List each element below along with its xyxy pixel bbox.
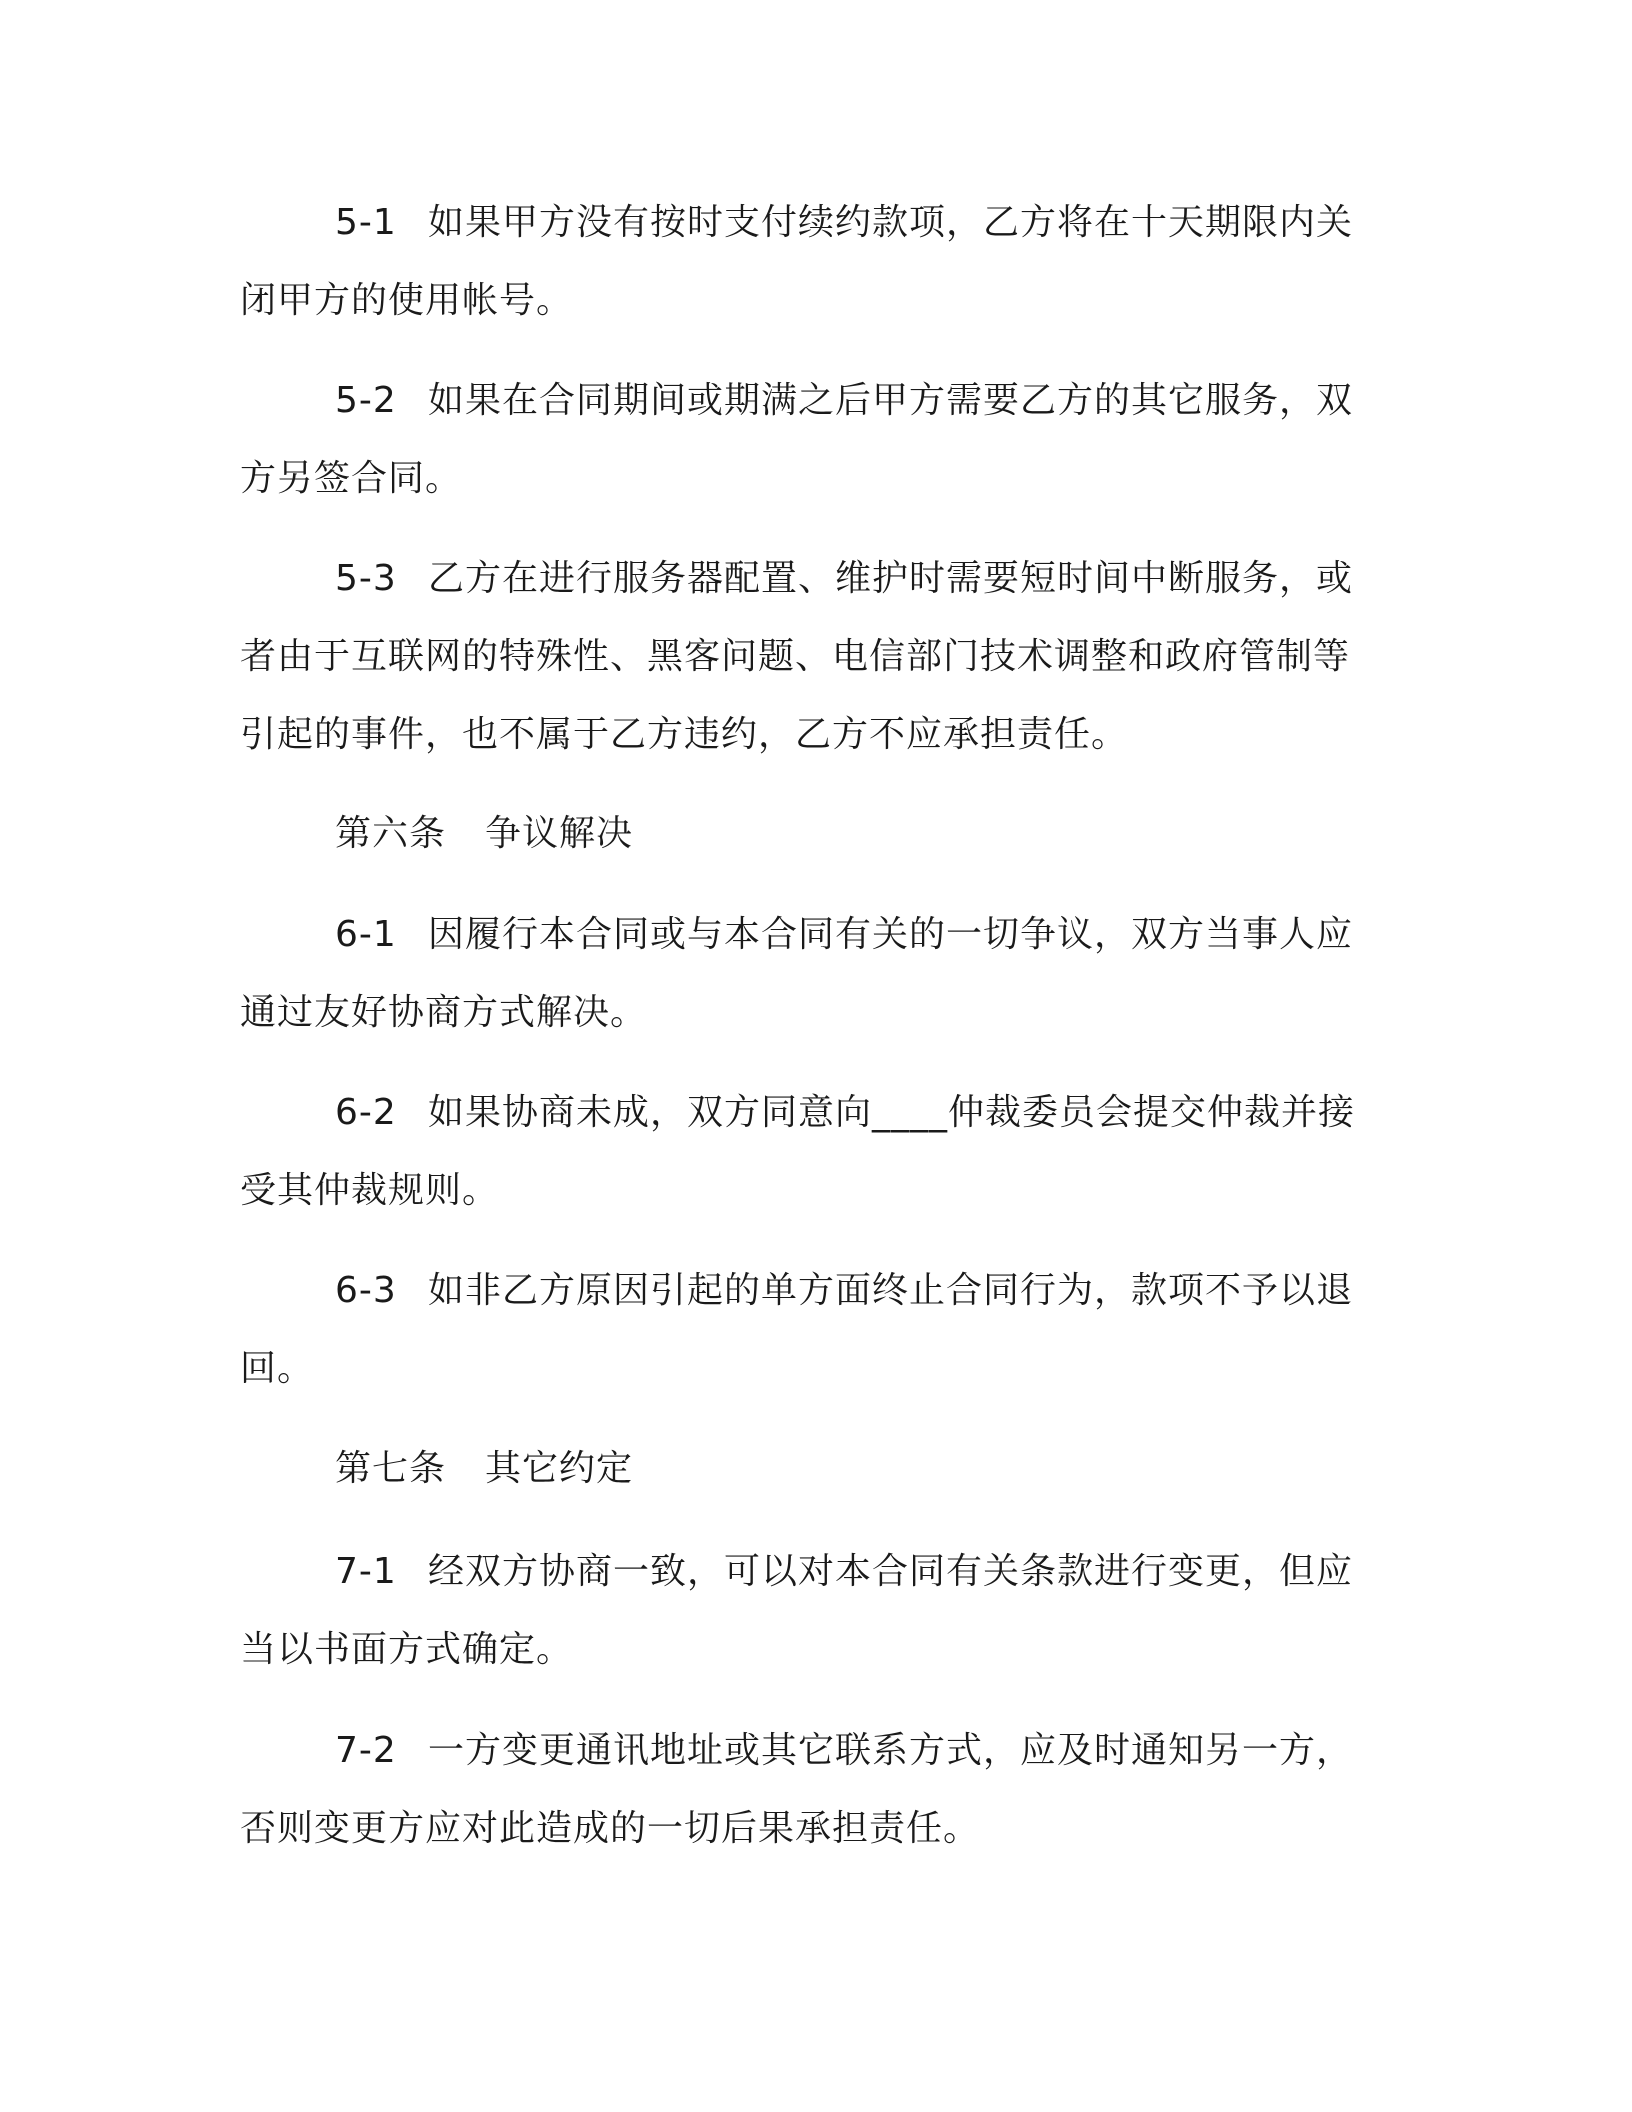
clause-6-1 <box>240 896 1370 1052</box>
clause-7-2 <box>240 1712 1370 1868</box>
clause-number: 5-3 <box>335 558 397 599</box>
clause-text: 乙方在进行服务器配置、维护时需要短时间中断服务，或 <box>428 558 1354 599</box>
clause-text: 回。 <box>240 1348 315 1389</box>
clause-text: 否则变更方应对此造成的一切后果承担责任。 <box>240 1808 981 1849</box>
clause-text: 经双方协商一致，可以对本合同有关条款进行变更，但应 <box>428 1551 1354 1592</box>
section-title: 争议解决 <box>485 813 634 854</box>
clause-number: 6-2 <box>335 1092 397 1133</box>
clause-text: 者由于互联网的特殊性、黑客问题、电信部门技术调整和政府管制等 <box>240 636 1351 677</box>
clause-text: 如果甲方没有按时支付续约款项，乙方将在十天期限内关 <box>428 202 1354 243</box>
clause-6-3 <box>240 1252 1370 1408</box>
clause-text: 如果在合同期间或期满之后甲方需要乙方的其它服务，双 <box>428 380 1354 421</box>
section-number: 第七条 <box>335 1448 447 1489</box>
clause-text: 闭甲方的使用帐号。 <box>240 280 574 321</box>
clause-text: 因履行本合同或与本合同有关的一切争议，双方当事人应 <box>428 914 1354 955</box>
clause-5-1 <box>240 184 1370 340</box>
section-number: 第六条 <box>335 813 447 854</box>
clause-5-3 <box>240 540 1370 774</box>
clause-text: 如果协商未成，双方同意向____仲裁委员会提交仲裁并接 <box>428 1092 1356 1133</box>
clause-number: 7-2 <box>335 1730 397 1771</box>
clause-text: 受其仲裁规则。 <box>240 1170 500 1211</box>
clause-text: 如非乙方原因引起的单方面终止合同行为，款项不予以退 <box>428 1270 1354 1311</box>
clause-5-2 <box>240 362 1370 518</box>
clause-number: 6-1 <box>335 914 397 955</box>
clause-text: 一方变更通讯地址或其它联系方式，应及时通知另一方， <box>428 1730 1354 1771</box>
section-heading-7 <box>240 1430 1370 1508</box>
section-heading-6 <box>240 795 1370 873</box>
clause-text: 引起的事件，也不属于乙方违约，乙方不应承担责任。 <box>240 714 1129 755</box>
clause-7-1 <box>240 1533 1370 1689</box>
section-title: 其它约定 <box>485 1448 634 1489</box>
clause-number: 5-1 <box>335 202 397 243</box>
clause-text: 通过友好协商方式解决。 <box>240 992 648 1033</box>
clause-number: 6-3 <box>335 1270 397 1311</box>
clause-text: 当以书面方式确定。 <box>240 1629 574 1670</box>
clause-number: 5-2 <box>335 380 397 421</box>
clause-text: 方另签合同。 <box>240 458 463 499</box>
clause-number: 7-1 <box>335 1551 397 1592</box>
clause-6-2 <box>240 1074 1370 1230</box>
